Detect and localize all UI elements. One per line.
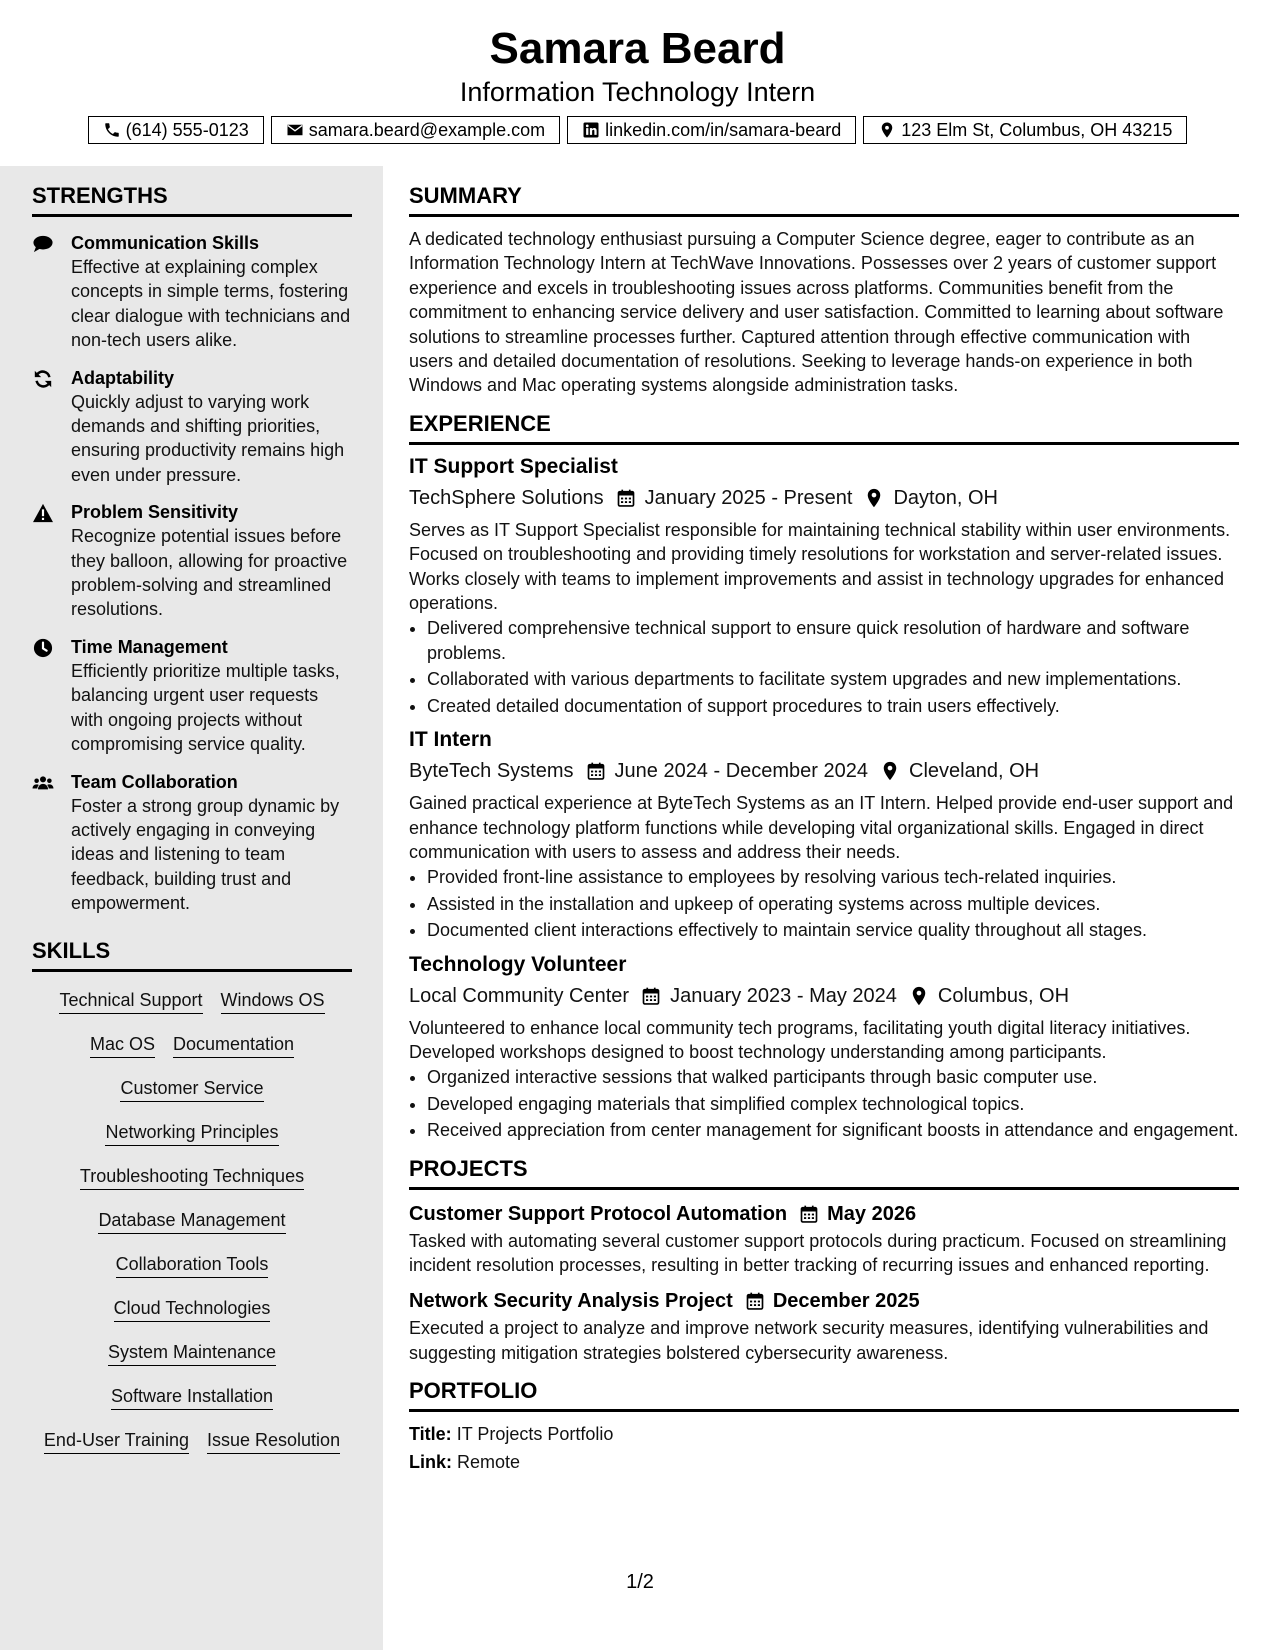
- contact-email-text: samara.beard@example.com: [308, 119, 546, 140]
- job-title: IT Intern: [409, 728, 492, 752]
- project-header: [409, 1287, 1239, 1315]
- left-column: [32, 182, 352, 1454]
- calendar-icon: [745, 1291, 765, 1311]
- strength-item: [32, 635, 352, 757]
- job-meta: [409, 756, 1239, 786]
- skill-tag: Software Installation: [111, 1384, 273, 1410]
- job-bullet: • Created detailed documentation of support procedures to train users effectively.: [427, 694, 1239, 718]
- job-entry: [409, 453, 1239, 718]
- calendar-icon: [586, 761, 606, 781]
- calendar-icon: [616, 488, 636, 508]
- job-entry: [409, 951, 1239, 1143]
- project-description: Executed a project to analyze and improve network security measures, identifying vulnerabilities and suggesting mitigation strategies bolstered cybersecurity awareness.: [409, 1318, 1209, 1363]
- strength-description: Efficiently prioritize multiple tasks, balancing urgent user requests with ongoing projects without compromising service quality.: [71, 660, 340, 755]
- contact-address[interactable]: [863, 116, 1187, 144]
- projects-heading: PROJECTS: [409, 1155, 1239, 1190]
- portfolio-title-line: [409, 1420, 1239, 1448]
- portfolio-link-label: Link:: [409, 1452, 452, 1473]
- skill-tag: Customer Service: [120, 1076, 263, 1102]
- experience-heading: EXPERIENCE: [409, 410, 1239, 445]
- job-bullets: [409, 616, 1239, 718]
- job-company: Local Community Center: [409, 984, 630, 1007]
- project-title: Customer Support Protocol Automation: [409, 1202, 788, 1225]
- job-title: IT Support Specialist: [409, 454, 618, 478]
- calendar-icon: [799, 1204, 819, 1224]
- portfolio-title-value: IT Projects Portfolio: [456, 1424, 614, 1445]
- job-title: Technology Volunteer: [409, 952, 627, 976]
- skill-tag: Collaboration Tools: [116, 1252, 269, 1278]
- skill-tag: Issue Resolution: [207, 1428, 340, 1454]
- skill-tag: Cloud Technologies: [114, 1296, 271, 1322]
- strength-description: Effective at explaining complex concepts in simple terms, fostering clear dialogue with technicians and non-tech users alike.: [71, 257, 351, 351]
- contact-address-text: 123 Elm St, Columbus, OH 43215: [901, 119, 1173, 140]
- job-bullet: • Assisted in the installation and upkeep of operating systems across multiple devices.: [427, 892, 1239, 916]
- envelope-icon: [286, 121, 304, 139]
- strength-description: Recognize potential issues before they balloon, allowing for proactive problem-solving and streamlined resolutions.: [71, 526, 348, 620]
- summary-text: A dedicated technology enthusiast pursuing a Computer Science degree, eager to contribute as an Information Technology Intern at TechWave Innovations. Possesses over 2 years of customer support experience and excels in troubleshooting issues across platforms. Communities benefit from the commitment to enhancing service delivery and user satisfaction. Committed to learning about software solutions to streamline processes further. Captured attention through effective communication with users and detailed documentation of resolutions. Seeking to leverage hands-on experience in both Windows and Mac operating systems alongside administration tasks.: [409, 229, 1224, 396]
- strength-title: Communication Skills: [71, 233, 260, 253]
- contact-phone[interactable]: [88, 116, 264, 144]
- strength-description: Quickly adjust to varying work demands and shifting priorities, ensuring productivity remains high even under pressure.: [71, 391, 345, 485]
- strength-item: [32, 366, 352, 488]
- job-company: TechSphere Solutions: [409, 486, 604, 509]
- contact-row: [0, 116, 1275, 144]
- strength-title: Problem Sensitivity: [71, 502, 239, 523]
- map-pin-icon: [864, 488, 884, 508]
- job-location: Dayton, OH: [893, 486, 998, 509]
- right-column: [409, 182, 1239, 1476]
- skills-heading: SKILLS: [32, 937, 352, 972]
- skill-tag: Database Management: [98, 1208, 285, 1234]
- phone-icon: [103, 121, 121, 139]
- strength-item: [32, 770, 352, 916]
- strength-title: Time Management: [71, 636, 228, 657]
- portfolio-link-line: [409, 1448, 1239, 1476]
- contact-linkedin[interactable]: [567, 116, 856, 144]
- job-bullet: • Received appreciation from center management for significant boosts in attendance and engagement.: [427, 1118, 1239, 1142]
- project-description: Tasked with automating several customer support protocols during practicum. Focused on streamlining incident resolution processes, resulting in better tracking of recurring issues and enhanced reporting.: [409, 1230, 1227, 1275]
- users-icon: [32, 773, 54, 793]
- resume-header: [0, 22, 1275, 144]
- skills-list: [32, 988, 352, 1454]
- job-dates: January 2023 - May 2024: [670, 984, 897, 1007]
- summary-heading: SUMMARY: [409, 182, 1239, 217]
- job-entry: [409, 726, 1239, 942]
- job-dates: June 2024 - December 2024: [614, 760, 869, 783]
- job-bullets: [409, 865, 1239, 942]
- skill-tag: Troubleshooting Techniques: [80, 1164, 304, 1190]
- candidate-title: Information Technology Intern: [459, 77, 816, 107]
- job-bullet: • Documented client interactions effectively to maintain service quality throughout all stages.: [427, 918, 1239, 942]
- project-date: December 2025: [772, 1290, 920, 1313]
- strength-item: [32, 500, 352, 622]
- project-entry: [409, 1287, 1239, 1365]
- sync-arrows-icon: [32, 369, 54, 389]
- job-bullet: • Collaborated with various departments to facilitate system upgrades and new implementations.: [427, 667, 1239, 691]
- calendar-icon: [641, 986, 661, 1006]
- job-bullet: • Developed engaging materials that simplified complex technological topics.: [427, 1092, 1239, 1116]
- portfolio-title-label: Title:: [409, 1424, 452, 1445]
- job-description: Volunteered to enhance local community tech programs, facilitating youth digital literacy initiatives. Developed workshops designed to boost technology understanding among participants.: [409, 1017, 1191, 1062]
- skill-tag: Networking Principles: [105, 1120, 278, 1146]
- portfolio-heading: PORTFOLIO: [409, 1377, 1239, 1412]
- strength-title: Adaptability: [71, 367, 175, 388]
- job-location: Columbus, OH: [937, 984, 1070, 1007]
- skill-tag: Mac OS: [90, 1032, 155, 1058]
- skill-tag: Windows OS: [221, 988, 325, 1014]
- strength-item: [32, 231, 352, 353]
- job-bullet: • Provided front-line assistance to employees by resolving various tech-related inquiries.: [427, 865, 1239, 889]
- job-meta: [409, 483, 1239, 513]
- job-description: Serves as IT Support Specialist responsible for maintaining technical stability within user environments. Focused on troubleshooting and providing timely resolutions for workstation and server-related issues. Works closely with teams to implement improvements and assist in technology upgrades for enhanced operations.: [409, 519, 1231, 614]
- warning-triangle-icon: [32, 503, 54, 523]
- job-bullets: [409, 1065, 1239, 1142]
- strengths-heading: STRENGTHS: [32, 182, 352, 217]
- skill-tag: End-User Training: [44, 1428, 189, 1454]
- job-bullet: • Delivered comprehensive technical support to ensure quick resolution of hardware and software problems.: [427, 616, 1239, 665]
- strength-title: Team Collaboration: [71, 771, 238, 792]
- speech-bubble-icon: [32, 234, 54, 254]
- project-date: May 2026: [827, 1202, 917, 1225]
- skill-tag: Technical Support: [59, 988, 202, 1014]
- map-pin-icon: [880, 761, 900, 781]
- portfolio-link-value[interactable]: Remote: [457, 1452, 521, 1473]
- project-title: Network Security Analysis Project: [409, 1290, 733, 1313]
- job-bullet: • Organized interactive sessions that walked participants through basic computer use.: [427, 1065, 1239, 1089]
- job-dates: January 2025 - Present: [644, 486, 853, 509]
- skill-tag: Documentation: [173, 1032, 294, 1058]
- map-pin-icon: [878, 121, 896, 139]
- linkedin-icon: [582, 121, 600, 139]
- project-header: [409, 1200, 1239, 1228]
- skill-tag: System Maintenance: [108, 1340, 276, 1366]
- clock-icon: [32, 638, 54, 658]
- job-meta: [409, 981, 1239, 1011]
- candidate-name: Samara Beard: [489, 24, 786, 73]
- job-location: Cleveland, OH: [909, 760, 1040, 783]
- project-entry: [409, 1200, 1239, 1278]
- strength-description: Foster a strong group dynamic by actively engaging in conveying ideas and listening to team feedback, building trust and empowerment.: [71, 795, 340, 914]
- job-description: Gained practical experience at ByteTech Systems as an IT Intern. Helped provide end-user support and enhance technology platform functions while developing vital organizational skills. Engaged in direct communication with users to assess and address their needs.: [409, 793, 1234, 862]
- job-company: ByteTech Systems: [409, 760, 574, 783]
- map-pin-icon: [909, 986, 929, 1006]
- contact-email[interactable]: [271, 116, 560, 144]
- contact-linkedin-text: linkedin.com/in/samara-beard: [605, 119, 842, 140]
- contact-phone-text: (614) 555-0123: [125, 119, 249, 140]
- page-number: 1/2: [626, 1571, 654, 1593]
